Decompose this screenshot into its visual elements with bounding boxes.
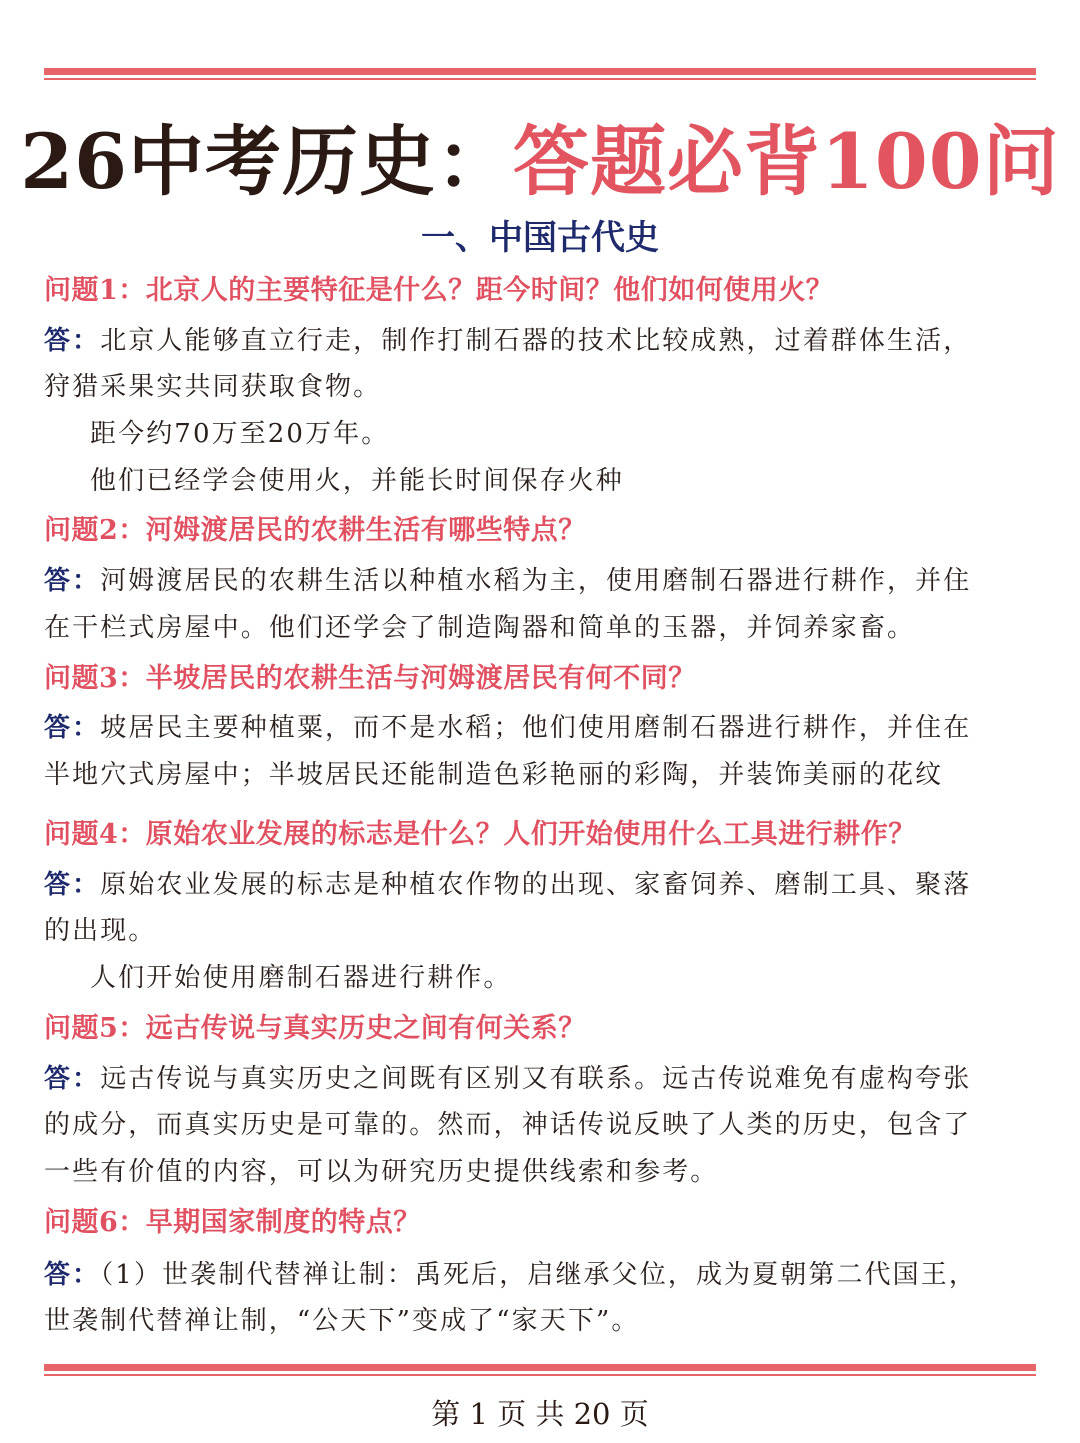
answer-1-line-1: 答：北京人能够直立行走，制作打制石器的技术比较成熟，过着群体生活， xyxy=(44,326,972,356)
answer-label: 答： xyxy=(44,713,101,743)
answer-6-line-2: 世袭制代替禅让制，“公天下”变成了“家天下”。 xyxy=(44,1306,640,1336)
answer-4-line-2: 的出现。 xyxy=(44,916,157,946)
title-prefix: 26中考历史： xyxy=(20,117,514,206)
answer-4-line-1: 答：原始农业发展的标志是种植农作物的出现、家畜饲养、磨制工具、聚落 xyxy=(44,870,972,900)
answer-label: 答： xyxy=(44,566,101,596)
answer-2-line-1: 答：河姆渡居民的农耕生活以种植水稻为主，使用磨制石器进行耕作，并住 xyxy=(44,566,972,596)
answer-1-line-3: 距今约70万至20万年。 xyxy=(90,419,390,449)
answer-4-line-3: 人们开始使用磨制石器进行耕作。 xyxy=(90,963,512,993)
section-heading: 一、中国古代史 xyxy=(421,218,659,258)
answer-5-line-1: 答：远古传说与真实历史之间既有区别又有联系。远古传说难免有虚构夸张 xyxy=(44,1064,972,1094)
question-4: 问题4：原始农业发展的标志是什么？人们开始使用什么工具进行耕作？ xyxy=(44,819,916,850)
answer-5-line-2: 的成分，而真实历史是可靠的。然而，神话传说反映了人类的历史，包含了 xyxy=(44,1110,972,1140)
answer-label: 答： xyxy=(44,1260,101,1290)
question-2: 问题2：河姆渡居民的农耕生活有哪些特点？ xyxy=(44,515,586,546)
answer-2-line-2: 在干栏式房屋中。他们还学会了制造陶器和简单的玉器，并饲养家畜。 xyxy=(44,613,916,643)
title-highlight: 答题必背100问 xyxy=(513,117,1060,206)
answer-label: 答： xyxy=(44,870,101,900)
question-3: 问题3：半坡居民的农耕生活与河姆渡居民有何不同？ xyxy=(44,663,696,694)
bottom-rule xyxy=(44,1364,1036,1376)
page-title xyxy=(0,112,1080,212)
answer-3-line-1: 答：坡居民主要种植粟，而不是水稻；他们使用磨制石器进行耕作，并住在 xyxy=(44,713,972,743)
top-rule xyxy=(44,68,1036,80)
answer-6-line-1: 答：（1）世袭制代替禅让制：禹死后，启继承父位，成为夏朝第二代国王， xyxy=(44,1260,977,1290)
page-number: 第 1 页 共 20 页 xyxy=(431,1397,649,1431)
answer-1-line-4: 他们已经学会使用火，并能长时间保存火种 xyxy=(90,466,624,496)
answer-5-line-3: 一些有价值的内容，可以为研究历史提供线索和参考。 xyxy=(44,1157,719,1187)
question-1: 问题1：北京人的主要特征是什么？距今时间？他们如何使用火？ xyxy=(44,275,834,306)
answer-label: 答： xyxy=(44,326,101,356)
answer-1-line-2: 狩猎采果实共同获取食物。 xyxy=(44,372,382,402)
answer-3-line-2: 半地穴式房屋中；半坡居民还能制造色彩艳丽的彩陶，并装饰美丽的花纹 xyxy=(44,760,944,790)
question-5: 问题5：远古传说与真实历史之间有何关系？ xyxy=(44,1013,586,1044)
answer-label: 答： xyxy=(44,1064,101,1094)
question-6: 问题6：早期国家制度的特点？ xyxy=(44,1207,421,1238)
